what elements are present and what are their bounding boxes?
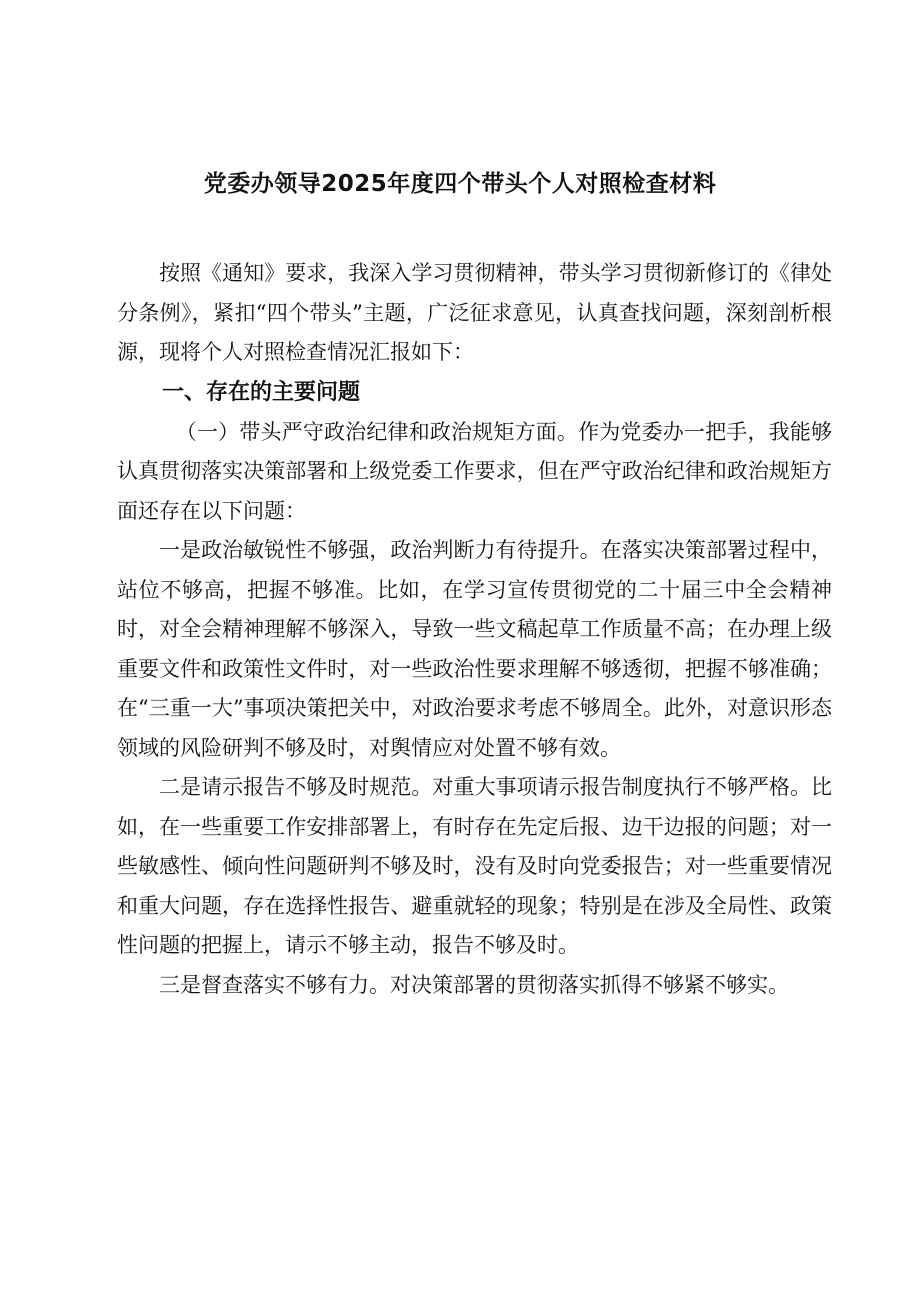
section-heading: 一、存在的主要问题 — [162, 379, 361, 405]
document-title: 党委办领导2025年度四个带头个人对照检查材料 — [203, 171, 717, 197]
point-two-paragraph: 二是请示报告不够及时规范。对重大事项请示报告制度执行不够严格。比如，在一些重要工作安排部署上，有时存在先定后报、边干边报的问题；对一些敏感性、倾向性问题研判不够及时，没有及时向党委报告；对一些重要情况和重大问题，存在选择性报告、避重就轻的现象；特别是在涉及全局性、政策性问题的把握上，请示不够主动，报告不够及时。 — [117, 775, 832, 957]
point-one-paragraph: 一是政治敏锐性不够强，政治判断力有待提升。在落实决策部署过程中，站位不够高，把握不够准。比如，在学习宣传贯彻党的二十届三中全会精神时，对全会精神理解不够深入，导致一些文稿起草工作质量不高；在办理上级重要文件和政策性文件时，对一些政治性要求理解不够透彻，把握不够准确；在“三重一大”事项决策把关中，对政治要求考虑不够周全。此外，对意识形态领域的风险研判不够及时，对舆情应对处置不够有效。 — [117, 538, 832, 760]
point-three-paragraph: 三是督查落实不够有力。对决策部署的贯彻落实抓得不够紧不够实。 — [159, 972, 789, 997]
intro-paragraph: 按照《通知》要求，我深入学习贯彻精神，带头学习贯彻新修订的《律处分条例》，紧扣“四个带头”主题，广泛征求意见，认真查找问题，深刻剖析根源，现将个人对照检查情况汇报如下： — [117, 261, 832, 364]
document-body — [117, 254, 832, 1005]
subsection-paragraph: （一）带头严守政治纪律和政治规矩方面。作为党委办一把手，我能够认真贯彻落实决策部署和上级党委工作要求，但在严守政治纪律和政治规矩方面还存在以下问题： — [117, 419, 832, 523]
